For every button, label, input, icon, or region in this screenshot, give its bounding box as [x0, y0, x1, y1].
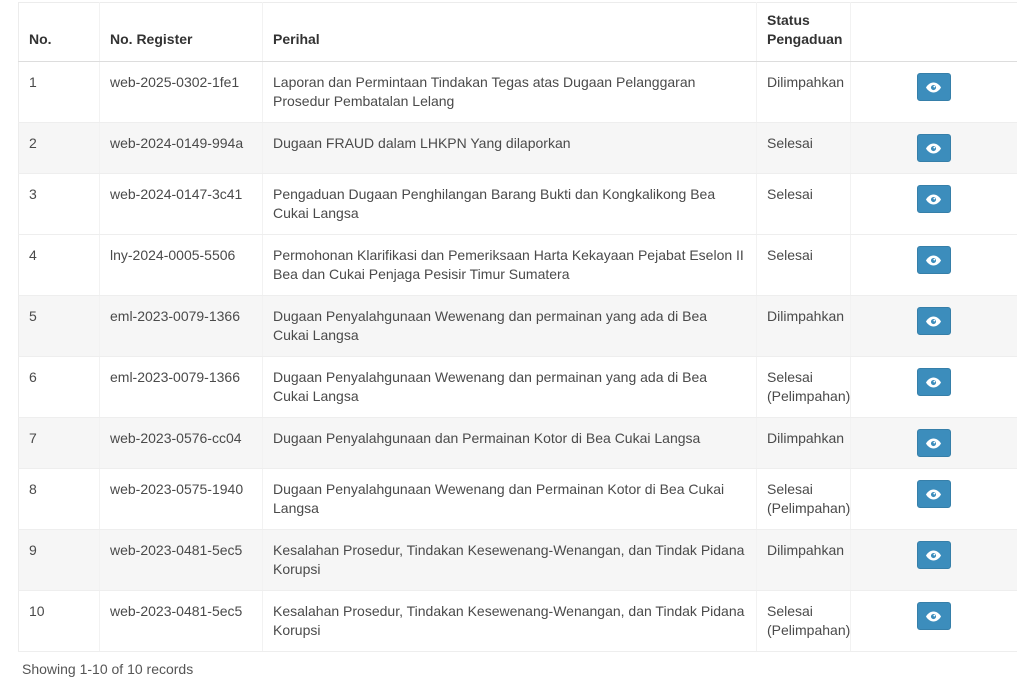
perihal-cell: Dugaan FRAUD dalam LHKPN Yang dilaporkan — [263, 123, 757, 174]
records-summary: Showing 1-10 of 10 records — [22, 661, 194, 677]
eye-icon — [926, 252, 941, 267]
eye-icon — [926, 435, 941, 450]
actions-cell — [851, 530, 1017, 591]
register-cell: eml-2023-0079-1366 — [100, 357, 263, 418]
eye-icon — [926, 608, 941, 623]
eye-icon — [926, 191, 941, 206]
actions-cell — [851, 123, 1017, 174]
row-number-cell: 4 — [19, 235, 100, 296]
row-number-cell: 1 — [19, 62, 100, 123]
view-button[interactable] — [917, 307, 951, 335]
perihal-cell: Kesalahan Prosedur, Tindakan Kesewenang-Wenangan, dan Tindak Pidana Korupsi — [263, 591, 757, 652]
status-badge: Selesai — [757, 123, 851, 174]
perihal-cell: Dugaan Penyalahgunaan Wewenang dan permainan yang ada di Bea Cukai Langsa — [263, 357, 757, 418]
view-button[interactable] — [917, 185, 951, 213]
table-row — [19, 418, 1017, 469]
perihal-cell: Dugaan Penyalahgunaan Wewenang dan Permainan Kotor di Bea Cukai Langsa — [263, 469, 757, 530]
register-cell: web-2023-0576-cc04 — [100, 418, 263, 469]
register-cell: web-2024-0149-994a — [100, 123, 263, 174]
view-button[interactable] — [917, 368, 951, 396]
actions-cell — [851, 174, 1017, 235]
actions-cell — [851, 469, 1017, 530]
status-badge: Dilimpahkan — [757, 296, 851, 357]
register-cell: web-2023-0481-5ec5 — [100, 591, 263, 652]
status-badge: Dilimpahkan — [757, 530, 851, 591]
perihal-cell: Laporan dan Permintaan Tindakan Tegas atas Dugaan Pelanggaran Prosedur Pembatalan Lelang — [263, 62, 757, 123]
row-number-cell: 9 — [19, 530, 100, 591]
table-row — [19, 296, 1017, 357]
col-header-perihal: Perihal — [263, 3, 757, 62]
register-cell: lny-2024-0005-5506 — [100, 235, 263, 296]
view-button[interactable] — [917, 602, 951, 630]
register-cell: eml-2023-0079-1366 — [100, 296, 263, 357]
view-button[interactable] — [917, 134, 951, 162]
col-header-actions — [851, 3, 1017, 62]
perihal-cell: Pengaduan Dugaan Penghilangan Barang Bukti dan Kongkalikong Bea Cukai Langsa — [263, 174, 757, 235]
register-cell: web-2023-0575-1940 — [100, 469, 263, 530]
col-header-no: No. — [19, 3, 100, 62]
eye-icon — [926, 547, 941, 562]
view-button[interactable] — [917, 429, 951, 457]
row-number-cell: 2 — [19, 123, 100, 174]
actions-cell — [851, 591, 1017, 652]
col-header-register: No. Register — [100, 3, 263, 62]
table-row — [19, 174, 1017, 235]
eye-icon — [926, 140, 941, 155]
table-row — [19, 469, 1017, 530]
register-cell: web-2025-0302-1fe1 — [100, 62, 263, 123]
eye-icon — [926, 79, 941, 94]
row-number-cell: 7 — [19, 418, 100, 469]
actions-cell — [851, 235, 1017, 296]
table-row — [19, 530, 1017, 591]
row-number-cell: 3 — [19, 174, 100, 235]
perihal-cell: Dugaan Penyalahgunaan dan Permainan Kotor di Bea Cukai Langsa — [263, 418, 757, 469]
perihal-cell: Kesalahan Prosedur, Tindakan Kesewenang-Wenangan, dan Tindak Pidana Korupsi — [263, 530, 757, 591]
eye-icon — [926, 374, 941, 389]
view-button[interactable] — [917, 73, 951, 101]
perihal-cell: Dugaan Penyalahgunaan Wewenang dan permainan yang ada di Bea Cukai Langsa — [263, 296, 757, 357]
row-number-cell: 6 — [19, 357, 100, 418]
perihal-cell: Permohonan Klarifikasi dan Pemeriksaan Harta Kekayaan Pejabat Eselon II Bea dan Cukai Penjaga Pesisir Timur Sumatera — [263, 235, 757, 296]
register-cell: web-2023-0481-5ec5 — [100, 530, 263, 591]
status-badge: Selesai (Pelimpahan) — [757, 357, 851, 418]
table-row — [19, 123, 1017, 174]
status-badge: Selesai (Pelimpahan) — [757, 591, 851, 652]
status-badge: Dilimpahkan — [757, 62, 851, 123]
register-cell: web-2024-0147-3c41 — [100, 174, 263, 235]
status-badge: Dilimpahkan — [757, 418, 851, 469]
table-row — [19, 591, 1017, 652]
complaints-table — [18, 2, 1017, 652]
table-header-row — [19, 3, 1017, 62]
table-row — [19, 62, 1017, 123]
eye-icon — [926, 313, 941, 328]
actions-cell — [851, 62, 1017, 123]
status-badge: Selesai — [757, 174, 851, 235]
row-number-cell: 10 — [19, 591, 100, 652]
eye-icon — [926, 486, 941, 501]
table-row — [19, 235, 1017, 296]
actions-cell — [851, 357, 1017, 418]
col-header-status: Status Pengaduan — [757, 3, 851, 62]
status-badge: Selesai — [757, 235, 851, 296]
view-button[interactable] — [917, 480, 951, 508]
row-number-cell: 8 — [19, 469, 100, 530]
row-number-cell: 5 — [19, 296, 100, 357]
actions-cell — [851, 418, 1017, 469]
view-button[interactable] — [917, 541, 951, 569]
actions-cell — [851, 296, 1017, 357]
table-row — [19, 357, 1017, 418]
view-button[interactable] — [917, 246, 951, 274]
status-badge: Selesai (Pelimpahan) — [757, 469, 851, 530]
